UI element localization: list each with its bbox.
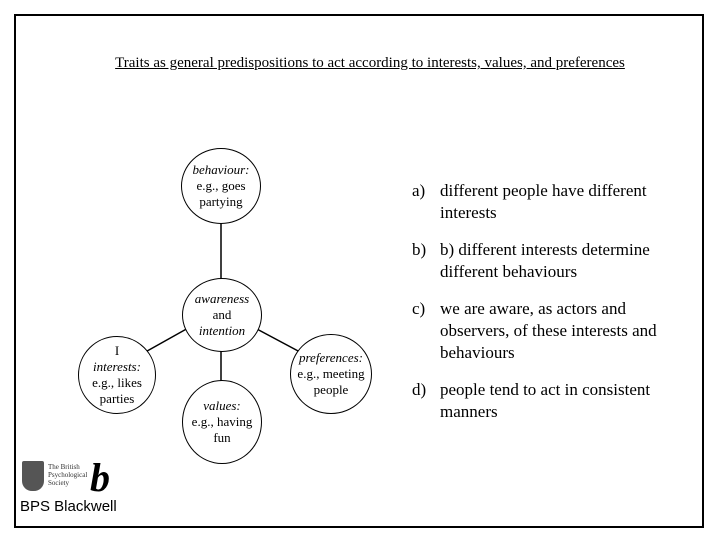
list-marker: d)	[412, 380, 427, 399]
blackwell-b-icon: b	[90, 455, 110, 500]
interests-prefix: I	[114, 343, 120, 358]
observation-list	[412, 180, 672, 438]
list-item	[412, 298, 672, 364]
list-item	[412, 180, 672, 224]
list-text: we are aware, as actors and observers, of these interests and behaviours	[440, 299, 657, 362]
awareness-text: and	[212, 307, 232, 322]
list-item	[412, 239, 672, 283]
slide-title: Traits as general predispositions to act according to interests, values, and preferences	[115, 55, 625, 71]
list-marker: c)	[412, 299, 426, 318]
values-text: e.g., having fun	[191, 414, 253, 445]
awareness-node	[182, 278, 262, 352]
list-marker: b)	[412, 240, 427, 259]
preferences-label: preferences:	[298, 350, 363, 365]
link-awareness-preferences	[255, 328, 300, 352]
preferences-node	[290, 334, 372, 414]
list-item	[412, 379, 672, 423]
behaviour-text: e.g., goes partying	[196, 178, 246, 209]
list-marker: a)	[412, 181, 426, 200]
behaviour-label: behaviour:	[192, 162, 250, 177]
preferences-text: e.g., meeting people	[297, 366, 365, 397]
interests-node	[78, 336, 156, 414]
society-name: The British Psychological Society	[48, 463, 88, 487]
behaviour-node	[181, 148, 261, 224]
list-text: b) different interests determine different behaviours	[440, 240, 650, 281]
bps-blackwell-logo	[20, 455, 130, 520]
list-text: different people have different interests	[440, 181, 647, 222]
awareness-label: awareness	[194, 291, 250, 306]
society-crest-icon	[22, 461, 44, 491]
awareness-text-2: intention	[198, 323, 246, 338]
values-label: values:	[203, 398, 241, 413]
values-node	[182, 380, 262, 464]
publisher-name: BPS Blackwell	[20, 498, 117, 515]
interests-text: e.g., likes parties	[92, 375, 142, 406]
list-text: people tend to act in consistent manners	[440, 380, 651, 421]
interests-label: interests:	[93, 359, 141, 374]
